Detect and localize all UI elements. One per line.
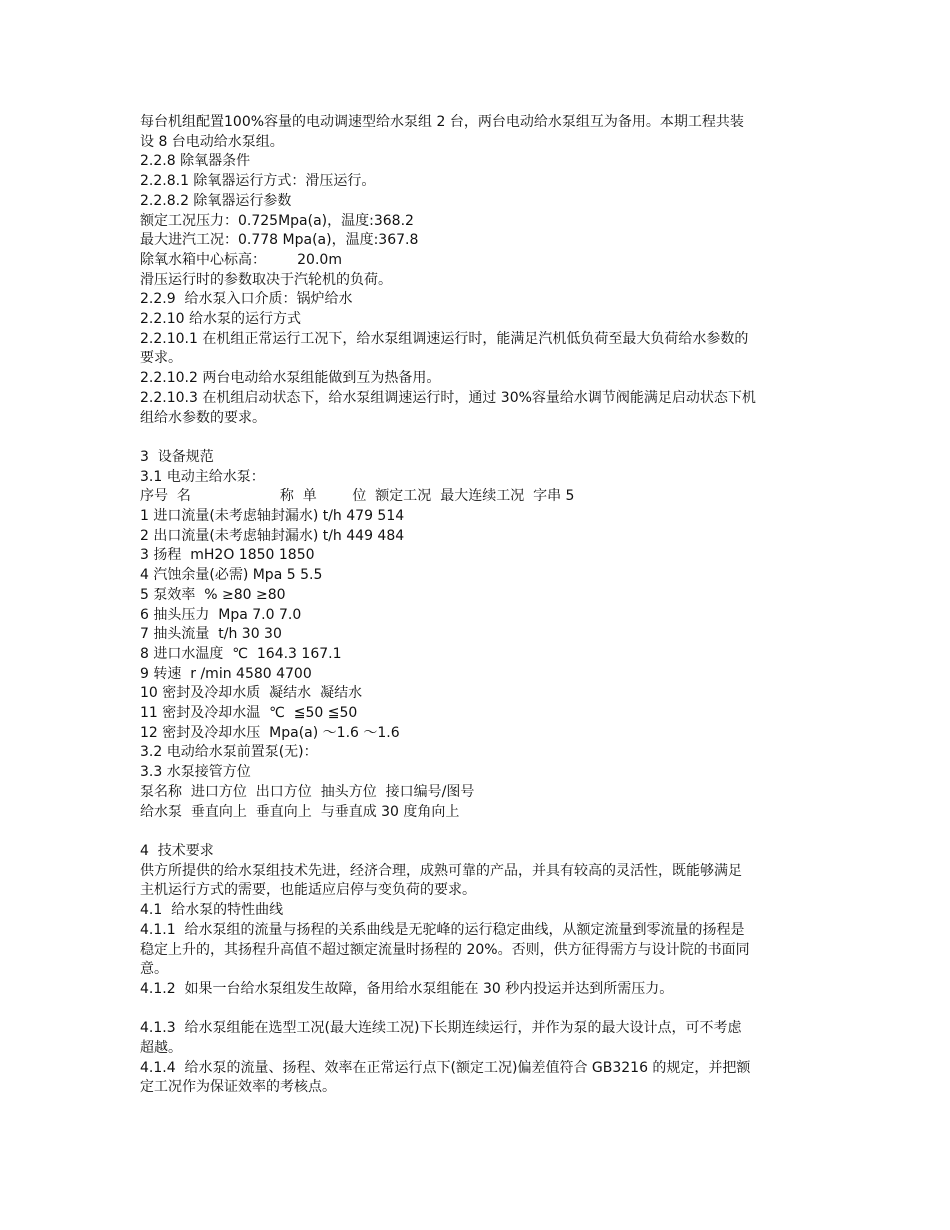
text-line: 3.1 电动主给水泵：: [140, 468, 265, 485]
blank-line: [140, 822, 812, 842]
text-line: 要求。: [140, 350, 182, 367]
text-line: 2.2.8.1 除氧器运行方式：滑压运行。: [140, 173, 376, 190]
text-line: 1 进口流量(未考虑轴封漏水) t/h 479 514: [140, 508, 405, 525]
text-line: 定工况作为保证效率的考核点。: [140, 1079, 336, 1096]
text-line: 2.2.8 除氧器条件: [140, 153, 251, 170]
text-line: 2.2.10.3 在机组启动状态下，给水泵组调速运行时，通过 30%容量给水调节阀能满足启动状态下机: [140, 389, 756, 406]
text-line: 4.1.2 如果一台给水泵组发生故障，备用给水泵组能在 30 秒内投运并达到所需压力。: [140, 980, 674, 997]
text-line: 供方所提供的给水泵组技术先进，经济合理，成熟可靠的产品，并具有较高的灵活性，既能够满足: [140, 862, 742, 879]
text-line: 给水泵 垂直向上 垂直向上 与垂直成 30 度角向上: [140, 803, 460, 820]
text-line: 组给水参数的要求。: [140, 409, 266, 426]
text-line: 超越。: [140, 1040, 182, 1056]
text-line: 4 汽蚀余量(必需) Mpa 5 5.5: [140, 567, 323, 584]
text-line: 主机运行方式的需要，也能适应启停与变负荷的要求。: [140, 882, 476, 899]
text-line: 2.2.10.2 两台电动给水泵组能做到互为热备用。: [140, 370, 441, 387]
text-line: 2.2.10 给水泵的运行方式: [140, 311, 301, 328]
text-line: 泵名称 进口方位 出口方位 抽头方位 接口编号/图号: [140, 783, 475, 800]
text-line: 5 泵效率 % ≥80 ≥80: [140, 586, 286, 603]
text-line: 11 密封及冷却水温 ℃ ≦50 ≦50: [140, 705, 358, 722]
blank-line: [140, 1000, 812, 1020]
text-line: 10 密封及冷却水质 凝结水 凝结水: [140, 685, 363, 702]
text-line: 除氧水箱中心标高： 20.0m: [140, 251, 342, 268]
text-line: 每台机组配置100%容量的电动调速型给水泵组 2 台，两台电动给水泵组互为备用。本期工程共装: [140, 114, 744, 130]
document-body: [140, 113, 812, 1098]
text-line: 4.1.1 给水泵组的流量与扬程的关系曲线是无驼峰的运行稳定曲线，从额定流量到零流量的扬程是: [140, 921, 745, 938]
text-line: 意。: [140, 961, 168, 978]
text-line: 3 扬程 mH2O 1850 1850: [140, 547, 315, 564]
text-line: 序号 名 称 单 位 额定工况 最大连续工况 字串 5: [140, 488, 575, 505]
text-line: 设 8 台电动给水泵组。: [140, 133, 284, 150]
text-line: 4.1 给水泵的特性曲线: [140, 902, 284, 919]
text-line: 最大进汽工况：0.778 Mpa(a)，温度:367.8: [140, 232, 419, 249]
text-line: 4.1.4 给水泵的流量、扬程、效率在正常运行点下(额定工况)偏差值符合 GB3216 的规定，并把额: [140, 1059, 751, 1076]
text-line: 4.1.3 给水泵组能在选型工况(最大连续工况)下长期连续运行，并作为泵的最大设计点，可不考虑: [140, 1020, 742, 1037]
text-line: 8 进口水温度 ℃ 164.3 167.1: [140, 645, 342, 662]
text-line: 2.2.9 给水泵入口介质：锅炉给水: [140, 291, 353, 308]
text-line: 3.2 电动给水泵前置泵(无)：: [140, 744, 318, 761]
text-line: 稳定上升的，其扬程升高值不超过额定流量时扬程的 20%。否则，供方征得需方与设计院的书面同: [140, 941, 750, 958]
text-line: 12 密封及冷却水压 Mpa(a) ～1.6 ～1.6: [140, 724, 400, 741]
text-line: 9 转速 r /min 4580 4700: [140, 665, 312, 682]
text-line: 2 出口流量(未考虑轴封漏水) t/h 449 484: [140, 527, 405, 544]
text-line: 2.2.8.2 除氧器运行参数: [140, 192, 292, 209]
text-line: 3.3 水泵接管方位: [140, 764, 251, 781]
text-line: 4 技术要求: [140, 842, 214, 859]
text-line: 滑压运行时的参数取决于汽轮机的负荷。: [140, 271, 392, 288]
blank-line: [140, 428, 812, 448]
text-line: 7 抽头流量 t/h 30 30: [140, 626, 282, 643]
text-line: 3 设备规范: [140, 448, 214, 465]
text-line: 6 抽头压力 Mpa 7.0 7.0: [140, 606, 302, 623]
text-line: 额定工况压力：0.725Mpa(a)，温度:368.2: [140, 212, 414, 229]
text-line: 2.2.10.1 在机组正常运行工况下，给水泵组调速运行时，能满足汽机低负荷至最大负荷给水参数的: [140, 330, 749, 347]
